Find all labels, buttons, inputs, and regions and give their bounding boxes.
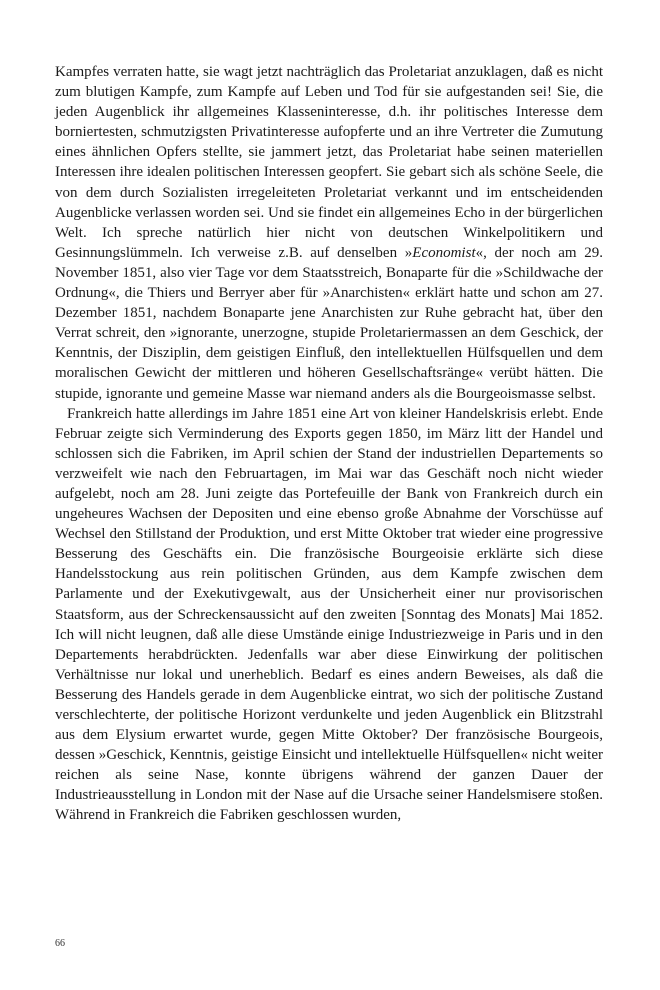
paragraph-1-text-b: «, der noch am 29. November 1851, also vier Tage vor dem Staatsstreich, Bonaparte für die »Schildwache der Ordnung«, die Thiers und Berryer aber für »Anarchisten« erklärt hatte und schon am 27. Dezember 1851, nachdem Bonaparte jene Anarchisten zur Ruhe gebracht hat, über den Verrat schreit, den »ignorante, unerzogne, stupide Proletariermassen an dem Geschick, der Kenntnis, der Disziplin, dem geistigen Einfluß, den intellektuellen Hülfsquellen und dem moralischen Gewicht der mittleren und höheren Gesellschaftsränge« verübt hätten. Die stupide, ignorante und gemeine Masse war niemand anders als die Bourgeoismasse selbst.: [55, 244, 603, 402]
paragraph-1: [55, 62, 603, 404]
economist-title: Economist: [412, 244, 476, 261]
page-number: 66: [55, 938, 65, 949]
paragraph-2: Frankreich hatte allerdings im Jahre 1851 eine Art von kleiner Handelskrisis erlebt. Ende Februar zeigte sich Verminderung des Exports gegen 1850, im März litt der Handel und schlossen sich die Fabriken, im April schien der Stand der industriellen Departements so verzweifelt wie nach den Februartagen, im Mai war das Geschäft noch nicht wieder aufgelebt, noch am 28. Juni zeigte das Portefeuille der Bank von Frankreich durch ein ungeheures Wachsen der Depositen und eine ebenso große Abnahme der Vorschüsse auf Wechsel den Stillstand der Produktion, und erst Mitte Oktober trat wieder eine progressive Besserung des Geschäfts ein. Die französische Bourgeoisie erklärte sich diese Handelsstockung aus rein politischen Gründen, aus dem Kampfe zwischen dem Parlamente und der Exekutivgewalt, aus der Unsicherheit einer nur provisorischen Staatsform, aus der Schreckensaussicht auf den zweiten [Sonntag des Monats] Mai 1852. Ich will nicht leugnen, daß alle diese Umstände einige Industriezweige in Paris und in den Departements herabdrückten. Jedenfalls war aber diese Einwirkung der politischen Verhältnisse nur lokal und unerheblich. Bedarf es eines andern Beweises, als daß die Besserung des Handels gerade in dem Augenblicke eintrat, wo sich der politische Zustand verschlechterte, der politische Horizont verdunkelte und jeden Augenblick ein Blitzstrahl aus dem Elysium erwartet wurde, gegen Mitte Oktober? Der französische Bourgeois, dessen »Geschick, Kenntnis, geistige Einsicht und intellektuelle Hülfsquellen« nicht weiter reichen als seine Nase, konnte übrigens während der ganzen Dauer der Industrieausstellung in London mit der Nase auf die Ursache seiner Handelsmisere stoßen. Während in Frankreich die Fabriken geschlossen wurden,: [55, 405, 603, 824]
paragraph-1-text-a: Kampfes verraten hatte, sie wagt jetzt nachträglich das Proletariat anzuklagen, daß es nicht zum blutigen Kampfe, zum Kampfe auf Leben und Tod für sie aufgestanden sei! Sie, die jeden Augenblick ihr allgemeines Klasseninteresse, d.h. ihr politisches Interesse dem borniertesten, schmutzigsten Privatinteresse aufopferte und an ihre Vertreter die Zumutung eines ähnlichen Opfers stellte, sie jammert jetzt, das Proletariat habe seinen materiellen Interessen ihre idealen politischen Interessen geopfert. Sie gebart sich als schöne Seele, die von dem durch Sozialisten irregeleiteten Proletariat verkannt und im entscheidenden Augenblicke verlassen worden sei. Und sie findet ein allgemeines Echo in der bürgerlichen Welt. Ich spreche natürlich hier nicht von deutschen Winkelpolitikern und Gesinnungslümmeln. Ich verweise z.B. auf denselben »: [55, 64, 603, 261]
page-body: [55, 62, 603, 826]
